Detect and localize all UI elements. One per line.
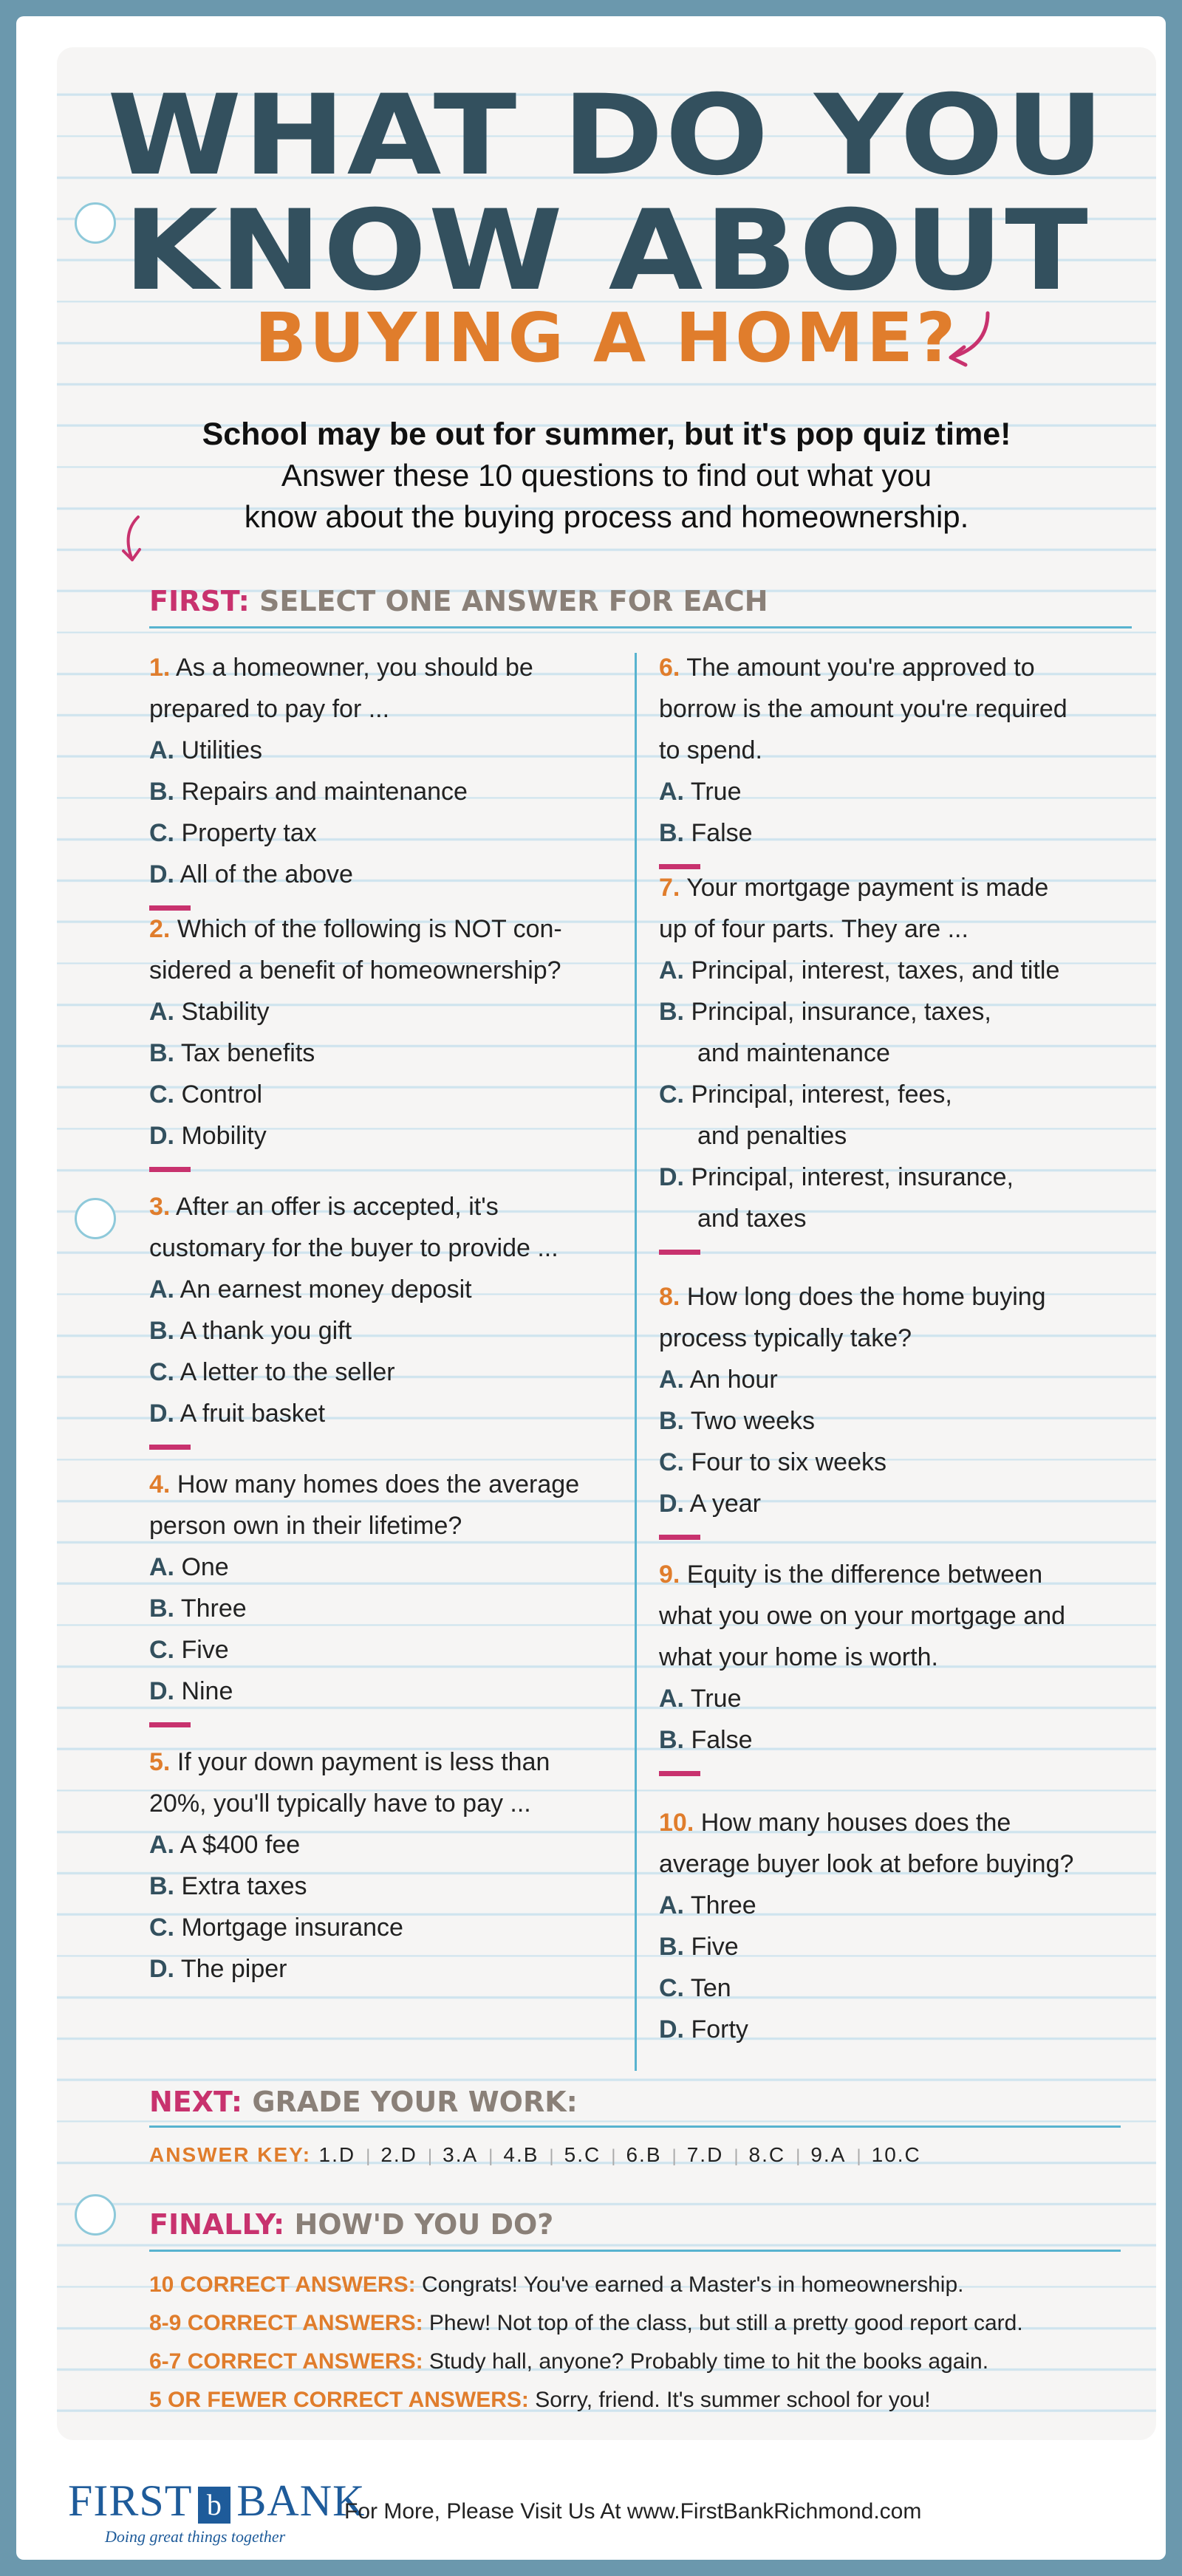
answer-separator: | (549, 2146, 554, 2166)
question-line: process typically take? (659, 1324, 912, 1352)
option-text: A year (689, 1490, 761, 1518)
logo-box-icon: b (198, 2487, 230, 2524)
score-row (149, 2304, 1023, 2343)
score-label: 5 OR FEWER CORRECT ANSWERS: (149, 2388, 529, 2412)
answer-key-item: 10.C (871, 2143, 921, 2166)
option-text: One (181, 1553, 229, 1581)
score-label: 10 CORRECT ANSWERS: (149, 2272, 416, 2297)
answer-key-item: 4.B (503, 2143, 539, 2166)
option-letter: D. (149, 1122, 174, 1150)
option-letter: B. (149, 1594, 174, 1623)
question-separator (149, 1722, 191, 1727)
answer-option[interactable] (659, 991, 991, 1032)
answer-key-label: ANSWER KEY: (149, 2143, 312, 2166)
answer-option[interactable] (659, 1483, 761, 1524)
option-text: A fruit basket (180, 1400, 326, 1428)
answer-option[interactable] (149, 1393, 325, 1434)
answer-separator: | (366, 2146, 371, 2166)
answer-option[interactable] (659, 2009, 748, 2050)
option-text-continued: and taxes (697, 1205, 807, 1233)
option-letter: A. (659, 1366, 684, 1394)
question-text (659, 688, 1067, 730)
answer-option[interactable] (149, 1310, 352, 1352)
answer-separator: | (427, 2146, 433, 2166)
title-line-2: KNOW ABOUT (123, 187, 1090, 315)
option-text: False (691, 819, 753, 847)
question-text (149, 1186, 499, 1227)
option-letter: D. (149, 1677, 174, 1705)
option-text: Extra taxes (181, 1872, 307, 1900)
question-line: How long does the home buying (686, 1283, 1046, 1311)
question-number: 7. (659, 874, 680, 902)
option-letter: C. (659, 1974, 684, 2002)
option-text-continued: and penalties (697, 1122, 847, 1150)
finally-heading-key: FINALLY: (149, 2208, 285, 2241)
option-letter: B. (659, 998, 684, 1026)
answer-option[interactable] (659, 1967, 731, 2009)
option-text-continued: and maintenance (697, 1039, 890, 1067)
option-text: Nine (181, 1677, 233, 1705)
option-letter: D. (659, 1163, 684, 1191)
question-text (149, 908, 562, 950)
option-text: Ten (690, 1974, 731, 2002)
next-heading (149, 2086, 578, 2118)
question-text (659, 1802, 1011, 1843)
question-text (659, 1276, 1046, 1318)
answer-option[interactable] (149, 1948, 287, 1990)
answer-option[interactable] (149, 771, 468, 812)
answer-key-item: 5.C (564, 2143, 601, 2166)
answer-separator: | (796, 2146, 801, 2166)
question-line: Your mortgage payment is made (686, 874, 1049, 902)
answer-key-item: 7.D (686, 2143, 724, 2166)
intro-bold: School may be out for summer, but it's pop quiz time! (202, 417, 1011, 452)
question-line: sidered a benefit of homeownership? (149, 956, 561, 984)
option-text: Property tax (181, 819, 317, 847)
answer-key (149, 2143, 921, 2167)
option-text: Five (691, 1933, 739, 1961)
title-line-3: BUYING A HOME? (254, 298, 959, 377)
answer-key-item: 8.C (748, 2143, 786, 2166)
answer-option[interactable] (149, 1629, 229, 1671)
answer-separator: | (856, 2146, 861, 2166)
option-letter: A. (659, 956, 684, 984)
option-text: A thank you gift (180, 1317, 352, 1345)
option-letter: A. (659, 1685, 684, 1713)
question-number: 2. (149, 915, 171, 943)
answer-separator: | (672, 2146, 677, 2166)
title-line-1: WHAT DO YOU (107, 72, 1106, 200)
answer-option[interactable] (149, 854, 353, 895)
option-letter: B. (659, 1933, 684, 1961)
option-letter: B. (659, 1407, 684, 1435)
option-text: Forty (691, 2015, 748, 2044)
option-text: An hour (689, 1366, 778, 1394)
section-rule (149, 626, 1132, 628)
question-line: average buyer look at before buying? (659, 1850, 1074, 1878)
option-text: Five (181, 1636, 229, 1664)
option-text: Three (180, 1594, 247, 1623)
option-text: True (690, 778, 742, 806)
answer-key-item: 1.D (318, 2143, 356, 2166)
logo-word-bank: BANK (236, 2476, 366, 2525)
answer-option[interactable] (659, 1157, 1014, 1198)
option-text: An earnest money deposit (180, 1275, 472, 1304)
answer-key-item: 2.D (380, 2143, 417, 2166)
option-letter: C. (659, 1448, 684, 1476)
option-text: Three (690, 1891, 756, 1919)
score-text: Study hall, anyone? Probably time to hit the books again. (428, 2349, 989, 2374)
answer-option[interactable] (659, 1885, 756, 1926)
score-label: 6-7 CORRECT ANSWERS: (149, 2349, 423, 2374)
question-separator (659, 1535, 700, 1540)
question-line: to spend. (659, 736, 762, 764)
option-text: Principal, insurance, taxes, (691, 998, 991, 1026)
question-text (659, 1595, 1065, 1637)
intro-line-2: Answer these 10 questions to find out what you (281, 458, 932, 493)
logo-word-first: FIRST (68, 2476, 193, 2525)
first-heading-label: SELECT ONE ANSWER FOR EACH (259, 585, 768, 617)
answer-option[interactable] (149, 812, 317, 854)
option-text: Principal, interest, insurance, (691, 1163, 1014, 1191)
answer-separator: | (488, 2146, 493, 2166)
option-letter: B. (149, 1317, 174, 1345)
score-text: Congrats! You've earned a Master's in homeownership. (421, 2272, 964, 2297)
answer-option[interactable] (659, 1719, 753, 1761)
option-letter: C. (149, 1636, 174, 1664)
answer-option[interactable] (659, 1926, 739, 1967)
question-text (659, 1554, 1042, 1595)
answer-option[interactable] (149, 1907, 403, 1948)
question-separator (149, 1167, 191, 1172)
question-separator (149, 1445, 191, 1450)
option-text: The piper (180, 1955, 287, 1983)
question-text (149, 950, 561, 991)
question-line: person own in their lifetime? (149, 1512, 462, 1540)
visit-text[interactable]: For More, Please Visit Us At www.FirstBankRichmond.com (344, 2499, 922, 2524)
first-heading-key: FIRST: (149, 585, 250, 617)
answer-separator: | (611, 2146, 616, 2166)
answer-option[interactable] (149, 1269, 472, 1310)
binder-hole (75, 2194, 116, 2236)
answer-option[interactable] (659, 771, 742, 812)
question-text (659, 1637, 938, 1678)
question-text (149, 1783, 531, 1824)
question-text (149, 1464, 579, 1505)
question-line: what your home is worth. (659, 1643, 938, 1671)
option-text: Two weeks (690, 1407, 816, 1435)
finally-heading-label: HOW'D YOU DO? (294, 2208, 554, 2241)
answer-option[interactable] (659, 1359, 778, 1400)
option-text: Four to six weeks (691, 1448, 886, 1476)
next-heading-key: NEXT: (149, 2086, 243, 2118)
column-divider (635, 653, 637, 2071)
question-text (149, 1741, 550, 1783)
question-text (659, 1318, 912, 1359)
option-letter: A. (149, 1275, 174, 1304)
section-rule (149, 2125, 1121, 2128)
option-text: False (691, 1726, 753, 1754)
score-row (149, 2266, 964, 2304)
question-number: 5. (149, 1748, 171, 1776)
intro-line-3: know about the buying process and homeownership. (244, 499, 969, 534)
section-rule (149, 2250, 1121, 2252)
option-letter: C. (659, 1080, 684, 1109)
next-heading-label: GRADE YOUR WORK: (252, 2086, 578, 2118)
option-letter: D. (659, 2015, 684, 2044)
score-row (149, 2381, 931, 2419)
question-line: If your down payment is less than (177, 1748, 550, 1776)
question-text (149, 1505, 462, 1546)
option-text: Repairs and maintenance (181, 778, 468, 806)
option-text: Principal, interest, taxes, and title (691, 956, 1060, 984)
question-text (149, 688, 389, 730)
score-text: Phew! Not top of the class, but still a pretty good report card. (428, 2311, 1023, 2335)
answer-option[interactable] (659, 1074, 952, 1115)
question-line: up of four parts. They are ... (659, 915, 969, 943)
question-line: borrow is the amount you're required (659, 695, 1067, 723)
option-letter: A. (149, 1831, 174, 1859)
first-bank-logo[interactable] (68, 2476, 365, 2527)
question-number: 6. (659, 654, 680, 682)
option-letter: C. (149, 1914, 174, 1942)
answer-option[interactable] (149, 1866, 307, 1907)
question-text (149, 647, 533, 688)
option-letter: C. (149, 1358, 174, 1386)
answer-option[interactable] (149, 1546, 229, 1588)
answer-option[interactable] (659, 1400, 815, 1442)
option-text: Mortgage insurance (181, 1914, 403, 1942)
question-number: 4. (149, 1470, 171, 1498)
option-text: Utilities (181, 736, 263, 764)
option-letter: B. (659, 819, 684, 847)
answer-option[interactable] (149, 1352, 395, 1393)
answer-option[interactable] (149, 730, 262, 771)
question-text (659, 1843, 1073, 1885)
page-frame (16, 16, 1166, 2560)
option-text: A letter to the seller (180, 1358, 395, 1386)
option-letter: B. (149, 1872, 174, 1900)
finally-heading (149, 2208, 553, 2241)
question-line: After an offer is accepted, it's (175, 1193, 499, 1221)
option-letter: B. (149, 778, 174, 806)
option-text: True (690, 1685, 742, 1713)
option-letter: A. (149, 736, 174, 764)
question-line: How many houses does the (700, 1809, 1011, 1837)
option-text: Principal, interest, fees, (691, 1080, 952, 1109)
question-line: Equity is the difference between (686, 1561, 1043, 1589)
option-letter: C. (149, 1080, 174, 1109)
answer-key-item: 6.B (626, 2143, 662, 2166)
answer-option[interactable] (659, 1678, 742, 1719)
question-text (659, 730, 762, 771)
option-letter: A. (149, 1553, 174, 1581)
answer-option[interactable] (149, 1588, 247, 1629)
option-letter: C. (149, 819, 174, 847)
question-text (659, 908, 969, 950)
option-letter: D. (659, 1490, 684, 1518)
option-letter: D. (149, 1400, 174, 1428)
option-text: Tax benefits (180, 1039, 315, 1067)
question-text (149, 1227, 558, 1269)
answer-option[interactable] (149, 1074, 262, 1115)
question-number: 9. (659, 1561, 680, 1589)
option-text: A $400 fee (180, 1831, 301, 1859)
question-line: what you owe on your mortgage and (659, 1602, 1066, 1630)
option-text: Stability (181, 998, 270, 1026)
score-row (149, 2343, 988, 2381)
logo-tagline: Doing great things together (105, 2527, 286, 2546)
notebook-paper (57, 47, 1156, 2440)
answer-option[interactable] (149, 1671, 233, 1712)
option-letter: D. (149, 860, 174, 888)
question-line: How many homes does the average (177, 1470, 580, 1498)
binder-hole (75, 1198, 116, 1239)
question-line: 20%, you'll typically have to pay ... (149, 1789, 531, 1818)
score-label: 8-9 CORRECT ANSWERS: (149, 2311, 423, 2335)
question-number: 3. (149, 1193, 171, 1221)
option-text: All of the above (180, 860, 353, 888)
option-letter: B. (659, 1726, 684, 1754)
answer-option[interactable] (149, 1824, 300, 1866)
question-separator (659, 1250, 700, 1255)
option-text: Control (181, 1080, 263, 1109)
small-arrow-icon (116, 511, 153, 570)
question-number: 10. (659, 1809, 694, 1837)
option-letter: A. (659, 778, 684, 806)
question-line: customary for the buyer to provide ... (149, 1234, 558, 1262)
answer-option[interactable] (659, 950, 1059, 991)
answer-option[interactable] (659, 1442, 886, 1483)
answer-option[interactable] (149, 991, 270, 1032)
curved-arrow-icon (936, 306, 1002, 372)
answer-option[interactable] (659, 812, 753, 854)
question-line: As a homeowner, you should be (175, 654, 533, 682)
answer-option[interactable] (149, 1032, 315, 1074)
answer-key-item: 9.A (810, 2143, 847, 2166)
question-line: prepared to pay for ... (149, 695, 390, 723)
option-text: Mobility (181, 1122, 267, 1150)
question-text (659, 867, 1048, 908)
question-separator (659, 1771, 700, 1776)
option-letter: D. (149, 1955, 174, 1983)
question-text (659, 647, 1035, 688)
answer-key-item: 3.A (443, 2143, 479, 2166)
option-letter: A. (149, 998, 174, 1026)
question-line: The amount you're approved to (686, 654, 1035, 682)
question-number: 8. (659, 1283, 680, 1311)
question-number: 1. (149, 654, 171, 682)
answer-option[interactable] (149, 1115, 267, 1157)
option-letter: A. (659, 1891, 684, 1919)
answer-separator: | (734, 2146, 739, 2166)
score-text: Sorry, friend. It's summer school for you! (535, 2388, 931, 2412)
question-line: Which of the following is NOT con- (177, 915, 562, 943)
first-heading (149, 585, 768, 617)
option-letter: B. (149, 1039, 174, 1067)
